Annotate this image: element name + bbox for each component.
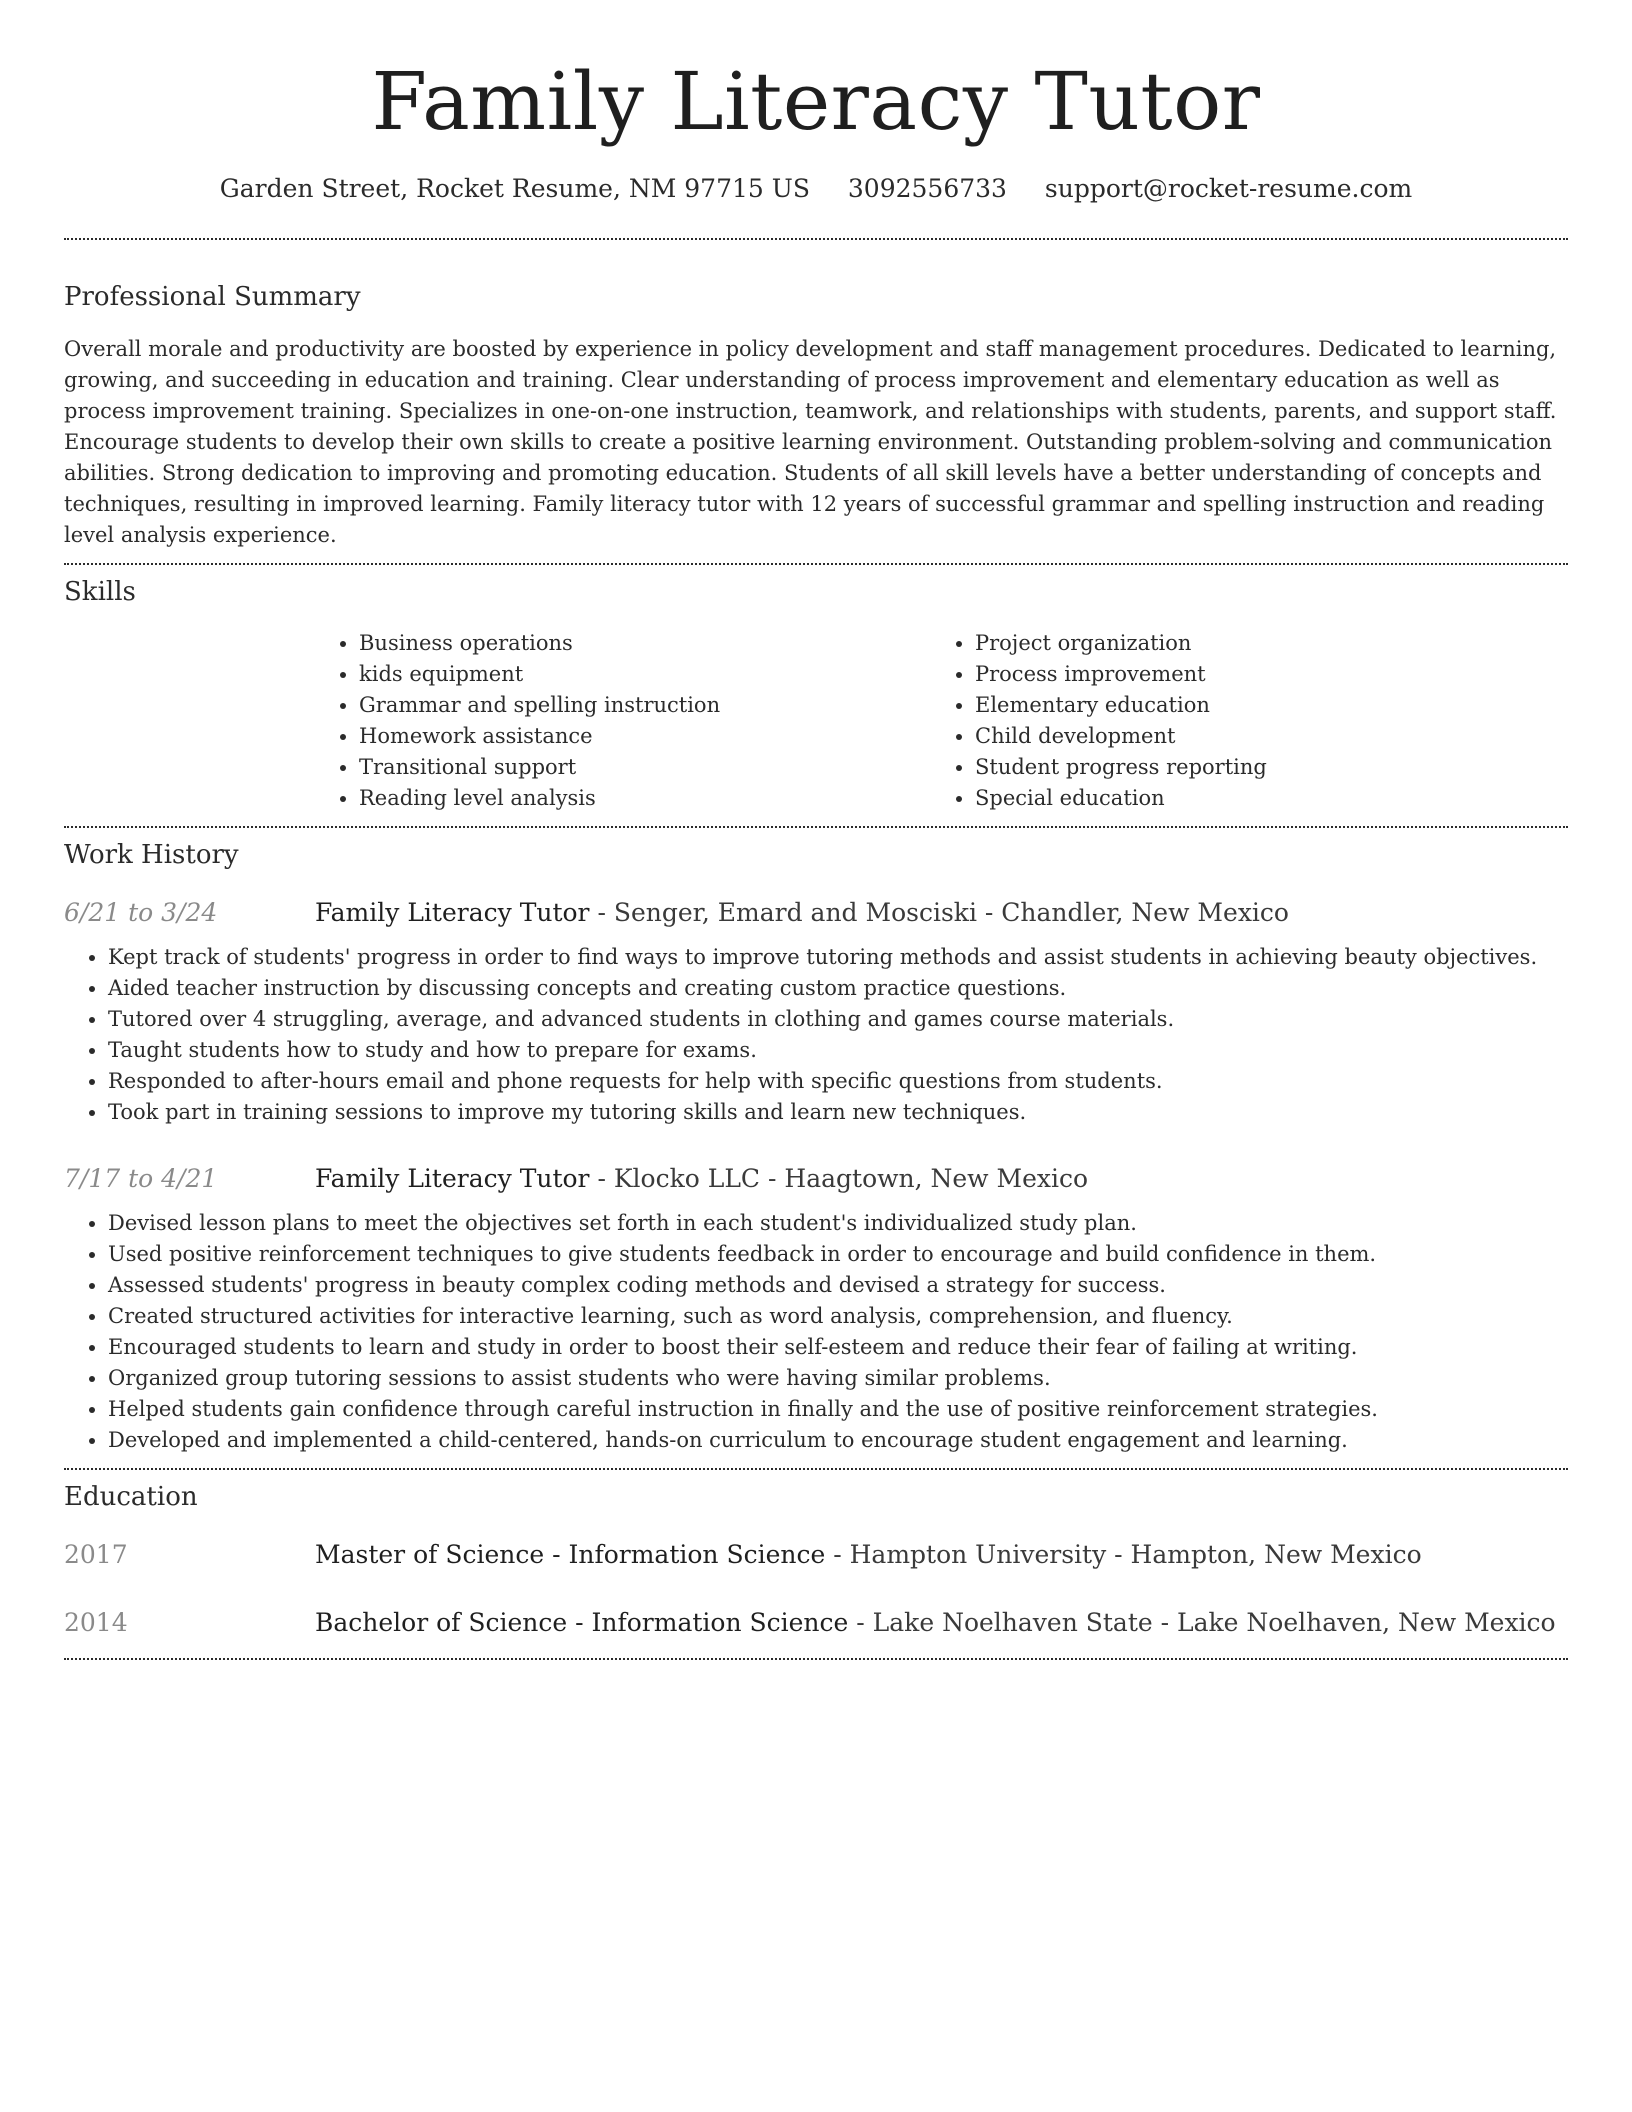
job-header bbox=[64, 896, 1568, 930]
divider bbox=[64, 238, 1568, 240]
skill-item: • Business operations bbox=[359, 628, 931, 659]
summary-section bbox=[64, 280, 1568, 551]
skill-item: • Grammar and spelling instruction bbox=[359, 690, 931, 721]
job-header bbox=[64, 1162, 1568, 1196]
skill-item: • Student progress reporting bbox=[975, 752, 1547, 783]
list-item: • Used positive reinforcement techniques to give students feedback in order to encourage and build confidence in them. bbox=[108, 1239, 1568, 1270]
education-heading: Education bbox=[64, 1482, 198, 1512]
job-bullets bbox=[64, 1208, 1568, 1456]
list-item: • Created structured activities for interactive learning, such as word analysis, comprehension, and fluency. bbox=[108, 1301, 1568, 1332]
job-dates: 6/21 to 3/24 bbox=[64, 898, 218, 927]
education-year: 2017 bbox=[64, 1540, 128, 1569]
skills-heading: Skills bbox=[64, 577, 136, 607]
skill-item: • Project organization bbox=[975, 628, 1547, 659]
job-entry bbox=[64, 1162, 1568, 1456]
education-school: Lake Noelhaven State - Lake Noelhaven, New Mexico bbox=[872, 1608, 1556, 1637]
skills-list-left bbox=[315, 628, 931, 814]
job-dates: 7/17 to 4/21 bbox=[64, 1164, 218, 1193]
contact-email: support@rocket-resume.com bbox=[1044, 174, 1413, 203]
skills-section bbox=[64, 575, 1568, 814]
divider bbox=[64, 1658, 1568, 1660]
list-item: • Helped students gain confidence through careful instruction in finally and the use of positive reinforcement strategies. bbox=[108, 1394, 1568, 1425]
education-entry bbox=[64, 1538, 1568, 1572]
skills-list-right bbox=[931, 628, 1547, 814]
contact-address: Garden Street, Rocket Resume, NM 97715 US bbox=[219, 174, 810, 203]
list-item: • Aided teacher instruction by discussing concepts and creating custom practice questions. bbox=[108, 973, 1568, 1004]
work-history-heading: Work History bbox=[64, 840, 239, 870]
skill-item: • Elementary education bbox=[975, 690, 1547, 721]
contact-phone: 3092556733 bbox=[847, 174, 1007, 203]
summary-text: Overall morale and productivity are boosted by experience in policy development and staff management procedures. Dedicated to learning, growing, and succeeding in education and training. Clear understanding of process improvement and elementary education as well as process improvement training. Specializes in one-on-one instruction, teamwork, and relationships with students, parents, and support staff. Encourage students to develop their own skills to create a positive learning environment. Outstanding problem-solving and communication abilities. Strong dedication to improving and promoting education. Students of all skill levels have a better understanding of concepts and techniques, resulting in improved learning. Family literacy tutor with 12 years of successful grammar and spelling instruction and reading level analysis experience. bbox=[64, 337, 1557, 547]
list-item: • Organized group tutoring sessions to assist students who were having similar problems. bbox=[108, 1363, 1568, 1394]
education-section bbox=[64, 1480, 1568, 1640]
job-title-line bbox=[315, 896, 1289, 930]
contact-line bbox=[64, 172, 1568, 206]
list-item: • Kept track of students' progress in order to find ways to improve tutoring methods and assist students in achieving beauty objectives. bbox=[108, 942, 1568, 973]
skill-item: • Process improvement bbox=[975, 659, 1547, 690]
education-year: 2014 bbox=[64, 1608, 128, 1637]
candidate-name: Family Literacy Tutor bbox=[371, 55, 1261, 148]
skill-item: • Homework assistance bbox=[359, 721, 931, 752]
list-item: • Developed and implemented a child-centered, hands-on curriculum to encourage student engagement and learning. bbox=[108, 1425, 1568, 1456]
education-line bbox=[315, 1538, 1422, 1572]
education-degree: Bachelor of Science - Information Science bbox=[315, 1608, 849, 1637]
job-role: Family Literacy Tutor bbox=[315, 898, 590, 927]
divider bbox=[64, 1468, 1568, 1470]
skill-item: • Child development bbox=[975, 721, 1547, 752]
work-history-section bbox=[64, 838, 1568, 1456]
list-item: • Responded to after-hours email and phone requests for help with specific questions from students. bbox=[108, 1066, 1568, 1097]
education-school: Hampton University - Hampton, New Mexico bbox=[849, 1540, 1422, 1569]
list-item: • Taught students how to study and how to prepare for exams. bbox=[108, 1035, 1568, 1066]
job-employer: Klocko LLC - Haagtown, New Mexico bbox=[613, 1164, 1089, 1193]
divider bbox=[64, 826, 1568, 828]
skill-item: • kids equipment bbox=[359, 659, 931, 690]
education-line bbox=[315, 1606, 1556, 1640]
job-title-line bbox=[315, 1162, 1088, 1196]
divider bbox=[64, 563, 1568, 565]
job-role: Family Literacy Tutor bbox=[315, 1164, 590, 1193]
list-item: • Devised lesson plans to meet the objectives set forth in each student's individualized study plan. bbox=[108, 1208, 1568, 1239]
education-separator: - bbox=[848, 1608, 873, 1637]
education-entry bbox=[64, 1606, 1568, 1640]
job-bullets bbox=[64, 942, 1568, 1128]
education-degree: Master of Science - Information Science bbox=[315, 1540, 826, 1569]
job-separator: - bbox=[589, 898, 614, 927]
list-item: • Took part in training sessions to improve my tutoring skills and learn new techniques. bbox=[108, 1097, 1568, 1128]
skill-item: • Transitional support bbox=[359, 752, 931, 783]
list-item: • Tutored over 4 struggling, average, and advanced students in clothing and games course materials. bbox=[108, 1004, 1568, 1035]
skills-columns bbox=[315, 628, 1568, 814]
list-item: • Encouraged students to learn and study in order to boost their self-esteem and reduce their fear of failing at writing. bbox=[108, 1332, 1568, 1363]
job-entry bbox=[64, 896, 1568, 1128]
skill-item: • Special education bbox=[975, 783, 1547, 814]
summary-heading: Professional Summary bbox=[64, 282, 361, 312]
job-separator: - bbox=[589, 1164, 614, 1193]
education-separator: - bbox=[825, 1540, 850, 1569]
job-employer: Senger, Emard and Mosciski - Chandler, New Mexico bbox=[613, 898, 1289, 927]
skill-item: • Reading level analysis bbox=[359, 783, 931, 814]
list-item: • Assessed students' progress in beauty complex coding methods and devised a strategy for success. bbox=[108, 1270, 1568, 1301]
